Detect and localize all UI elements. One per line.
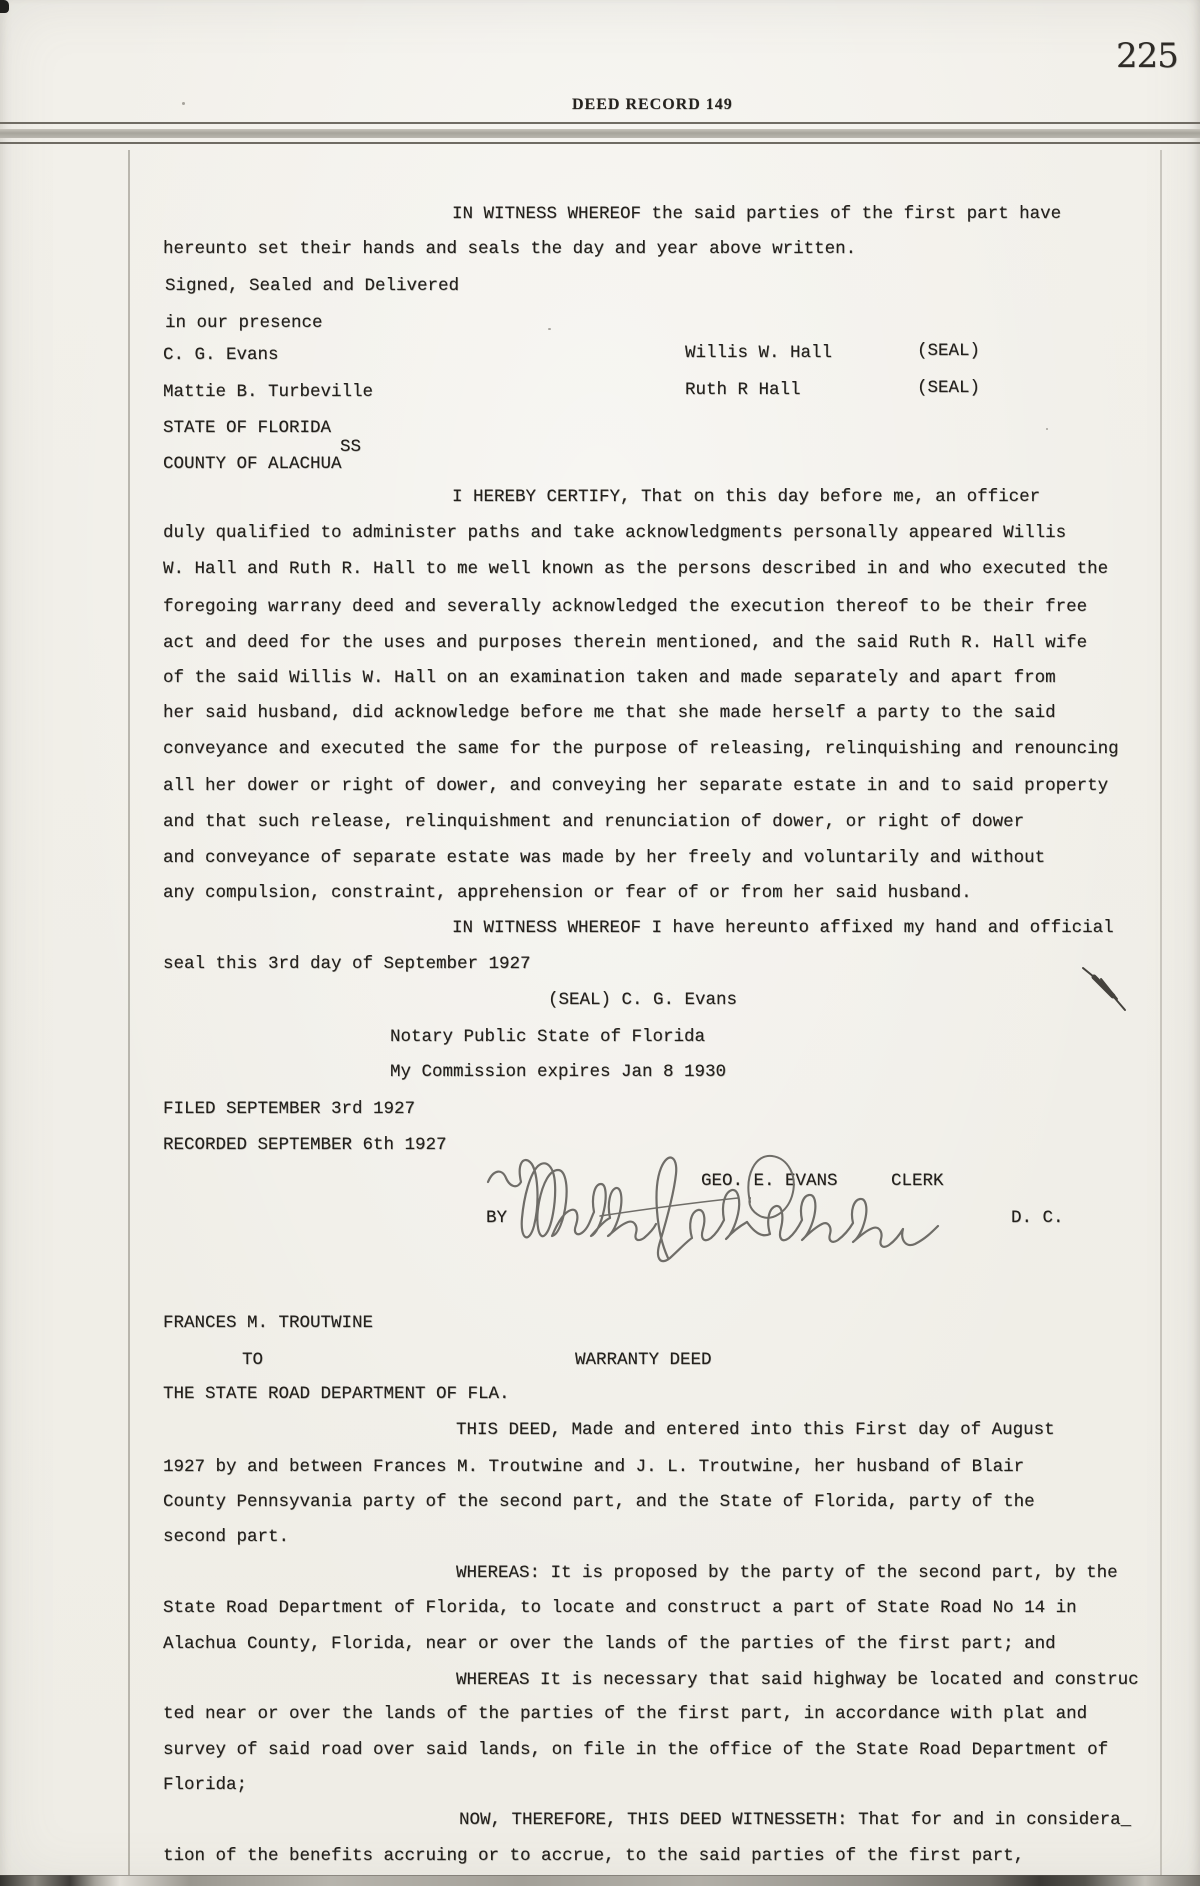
page-number: 225 [1116,36,1178,76]
left-margin-line [128,150,130,1886]
typed-line: My Commission expires Jan 8 1930 [390,1062,727,1082]
typed-line: D. C. [1011,1208,1064,1228]
typed-line: (SEAL) C. G. Evans [548,990,738,1010]
header-rule-top [0,122,1200,124]
typed-line: tion of the benefits accruing or to accrue, to the said parties of the first part, [163,1846,1025,1866]
typed-line: FRANCES M. TROUTWINE [163,1313,374,1333]
typed-line: and conveyance of separate estate was made by her freely and voluntarily and without [163,848,1046,868]
typed-line: County Pennsyvania party of the second part, and the State of Florida, party of the [163,1492,1035,1512]
typed-line: Willis W. Hall [685,343,833,363]
typed-line: Florida; [163,1775,248,1795]
typed-line: any compulsion, constraint, apprehension or fear of or from her said husband. [163,883,972,903]
typed-line: Mattie B. Turbeville [163,382,374,402]
right-margin-line [1160,150,1162,1886]
typed-line: and that such release, relinquishment and renunciation of dower, or right of dower [163,812,1025,832]
paper-speck [548,328,551,330]
typed-line: IN WITNESS WHEREOF I have hereunto affixed my hand and official [452,918,1114,938]
typed-line: COUNTY OF ALACHUA [163,454,342,474]
typed-line: RECORDED SEPTEMBER 6th 1927 [163,1135,447,1155]
typed-line: WHEREAS It is necessary that said highway be located and construc [456,1670,1139,1690]
typed-line: all her dower or right of dower, and conveying her separate estate in and to said property [163,776,1109,796]
typed-line: in our presence [165,313,323,333]
typed-line: WHEREAS: It is proposed by the party of the second part, by the [456,1563,1118,1583]
typed-line: act and deed for the uses and purposes therein mentioned, and the said Ruth R. Hall wife [163,633,1088,653]
pen-mark [1075,963,1135,1018]
handwritten-signature [460,1140,1040,1275]
typed-line: foregoing warrany deed and severally acknowledged the execution thereof to be their free [163,597,1088,617]
typed-line: hereunto set their hands and seals the day and year above written. [163,239,857,259]
typed-line: C. G. Evans [163,345,279,365]
typed-line: GEO. E. EVANS [701,1171,838,1191]
typed-line: BY [486,1208,508,1228]
header-rule-band [0,129,1200,138]
typed-line: WARRANTY DEED [575,1350,712,1370]
typed-line: 1927 by and between Frances M. Troutwine and J. L. Troutwine, her husband of Blair [163,1457,1025,1477]
typed-line: conveyance and executed the same for the purpose of releasing, relinquishing and renouncing [163,739,1119,759]
typed-line: Ruth R Hall [685,380,801,400]
typed-line: CLERK [891,1171,944,1191]
typed-line: survey of said road over said lands, on file in the office of the State Road Department of [163,1740,1109,1760]
typed-line: second part. [163,1527,290,1547]
typed-line: (SEAL) [917,341,981,361]
typed-line: her said husband, did acknowledge before me that she made herself a party to the said [163,703,1056,723]
typed-line: Signed, Sealed and Delivered [165,276,460,296]
paper-speck [182,102,185,105]
typed-line: of the said Willis W. Hall on an examination taken and made separately and apart from [163,668,1056,688]
header-rule-bottom [0,142,1200,144]
scan-corner-mark [0,0,9,13]
page-header-title: DEED RECORD 149 [572,96,733,113]
typed-line: IN WITNESS WHEREOF the said parties of the first part have [452,204,1062,224]
typed-line: duly qualified to administer paths and take acknowledgments personally appeared Willis [163,523,1067,543]
typed-line: FILED SEPTEMBER 3rd 1927 [163,1099,416,1119]
typed-line: TO [242,1350,264,1370]
typed-line: THE STATE ROAD DEPARTMENT OF FLA. [163,1384,510,1404]
typed-line: (SEAL) [917,378,981,398]
typed-line: seal this 3rd day of September 1927 [163,954,531,974]
paper-speck [1046,428,1048,430]
typed-line: SS [340,437,362,457]
typed-line: I HEREBY CERTIFY, That on this day before me, an officer [452,487,1041,507]
typed-line: W. Hall and Ruth R. Hall to me well known as the persons described in and who executed the [163,559,1109,579]
typed-line: Alachua County, Florida, near or over the lands of the parties of the first part; and [163,1634,1056,1654]
typed-line: State Road Department of Florida, to locate and construct a part of State Road No 14 in [163,1598,1077,1618]
typed-line: NOW, THEREFORE, THIS DEED WITNESSETH: That for and in considera_ [459,1810,1132,1830]
typed-line: Notary Public State of Florida [390,1027,706,1047]
scan-bottom-edge [0,1875,1200,1886]
typed-line: STATE OF FLORIDA [163,418,332,438]
typed-line: ted near or over the lands of the parties of the first part, in accordance with plat and [163,1704,1088,1724]
typed-line: THIS DEED, Made and entered into this First day of August [456,1420,1055,1440]
